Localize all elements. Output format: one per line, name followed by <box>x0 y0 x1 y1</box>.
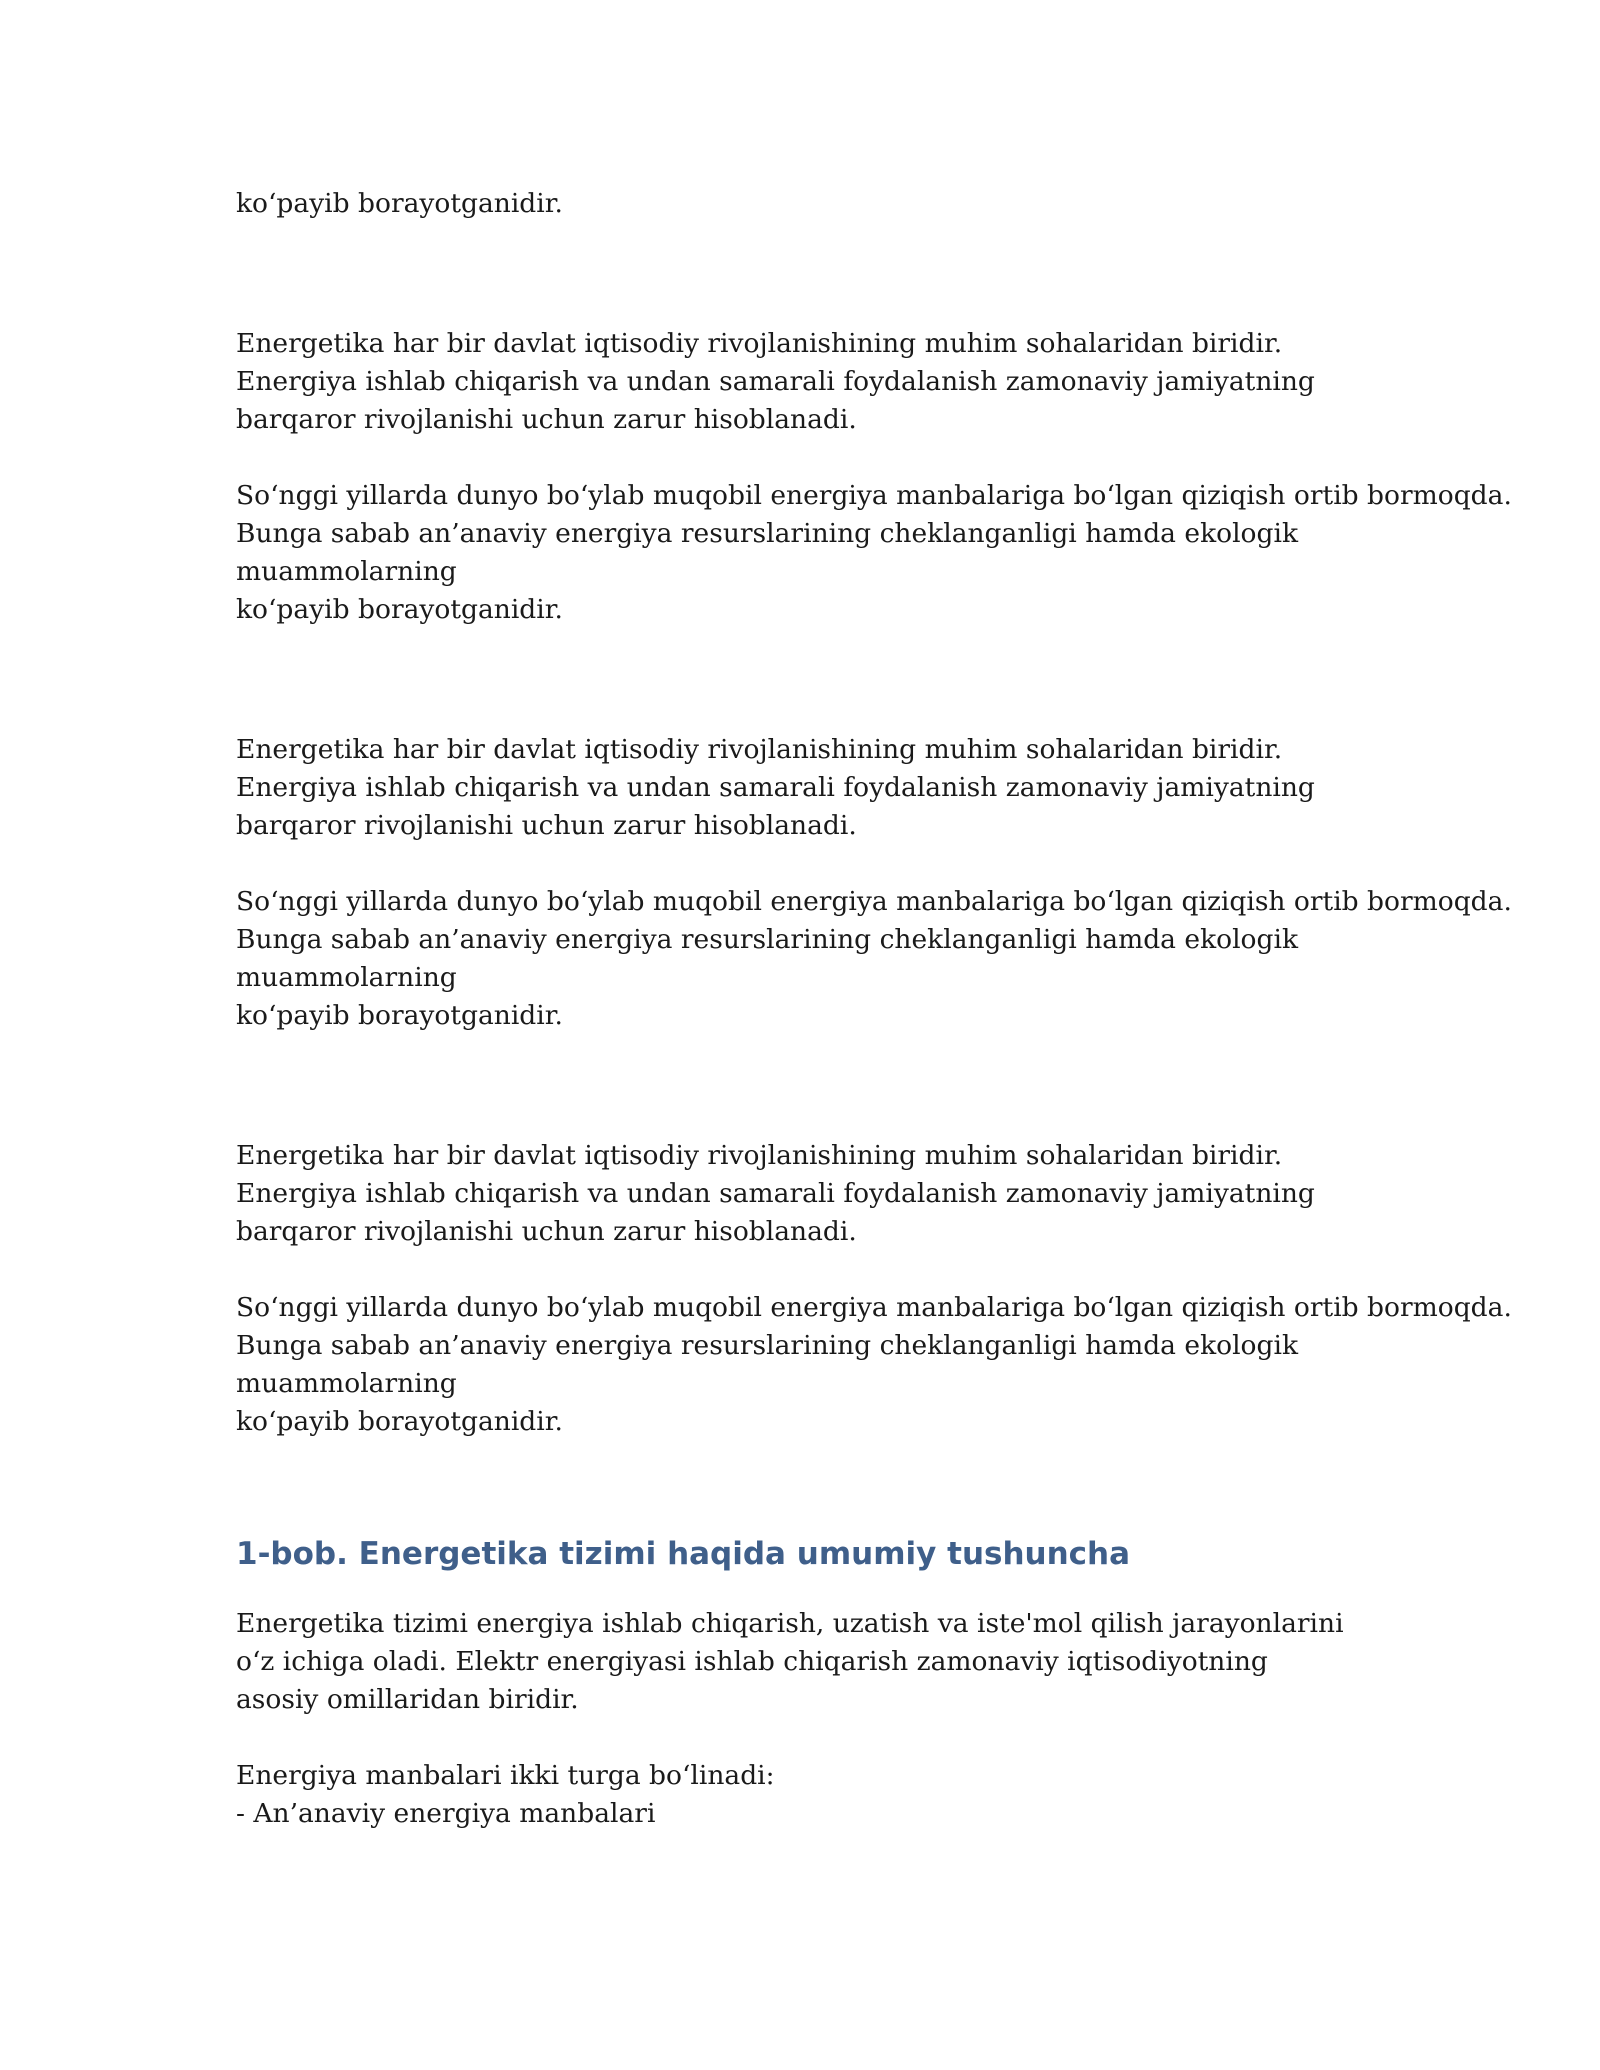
paragraph-line: barqaror rivojlanishi uchun zarur hisoblanadi. <box>236 810 857 841</box>
text-block <box>236 1137 1512 1441</box>
paragraph-line: o‘z ichiga oladi. Elektr energiyasi ishlab chiqarish zamonaviy iqtisodiyotning <box>236 1646 1268 1677</box>
paragraph-line: muammolarning <box>236 556 457 587</box>
paragraph <box>236 477 1512 629</box>
paragraph-line: Bunga sabab an’anaviy energiya resurslarining cheklanganligi hamda ekologik <box>236 924 1299 955</box>
paragraph-spacer <box>236 629 1416 731</box>
paragraph-line: So‘nggi yillarda dunyo bo‘ylab muqobil energiya manbalariga bo‘lgan qiziqish ortib bormoqda. <box>236 1292 1512 1323</box>
paragraph-line: Energetika har bir davlat iqtisodiy rivojlanishining muhim sohalaridan biridir. <box>236 328 1283 359</box>
paragraph-line: Bunga sabab an’anaviy energiya resurslarining cheklanganligi hamda ekologik <box>236 518 1299 549</box>
paragraph-line: Energetika har bir davlat iqtisodiy rivojlanishining muhim sohalaridan biridir. <box>236 1140 1283 1171</box>
paragraph-line: barqaror rivojlanishi uchun zarur hisoblanadi. <box>236 404 857 435</box>
paragraph-line: Energetika tizimi energiya ishlab chiqarish, uzatish va iste'mol qilish jarayonlarini <box>236 1608 1344 1639</box>
list-item: - An’anaviy energiya manbalari <box>236 1798 656 1829</box>
paragraph-spacer <box>236 1251 1416 1289</box>
paragraph-spacer <box>236 1441 1416 1531</box>
paragraph-line: muammolarning <box>236 1368 457 1399</box>
paragraph <box>236 1137 1416 1251</box>
document-body <box>236 185 1512 1833</box>
paragraph-line: Energiya ishlab chiqarish va undan samarali foydalanish zamonaviy jamiyatning <box>236 1178 1315 1209</box>
paragraph-line: ko‘payib borayotganidir. <box>236 594 563 625</box>
paragraph-line: asosiy omillaridan biridir. <box>236 1684 579 1715</box>
text-block <box>236 325 1512 629</box>
paragraph-line: barqaror rivojlanishi uchun zarur hisoblanadi. <box>236 1216 857 1247</box>
paragraph-line: ko‘payib borayotganidir. <box>236 188 563 219</box>
paragraph-line: muammolarning <box>236 962 457 993</box>
paragraph <box>236 1757 1416 1833</box>
paragraph-spacer <box>236 845 1416 883</box>
paragraph <box>236 731 1416 845</box>
paragraph <box>236 883 1512 1035</box>
paragraph-line: So‘nggi yillarda dunyo bo‘ylab muqobil energiya manbalariga bo‘lgan qiziqish ortib bormoqda. <box>236 480 1512 511</box>
chapter-heading: 1-bob. Energetika tizimi haqida umumiy tushuncha <box>236 1536 1131 1572</box>
paragraph-line: Energiya ishlab chiqarish va undan samarali foydalanish zamonaviy jamiyatning <box>236 772 1315 803</box>
paragraph-spacer <box>236 1719 1416 1757</box>
paragraph-line: ko‘payib borayotganidir. <box>236 1000 563 1031</box>
paragraph <box>236 325 1416 439</box>
paragraph-line: So‘nggi yillarda dunyo bo‘ylab muqobil energiya manbalariga bo‘lgan qiziqish ortib bormoqda. <box>236 886 1512 917</box>
paragraph-line: Energiya ishlab chiqarish va undan samarali foydalanish zamonaviy jamiyatning <box>236 366 1315 397</box>
paragraph-line: Bunga sabab an’anaviy energiya resurslarining cheklanganligi hamda ekologik <box>236 1330 1299 1361</box>
paragraph-spacer <box>236 223 1416 325</box>
paragraph-spacer <box>236 439 1416 477</box>
paragraph <box>236 1289 1512 1441</box>
paragraph-line: Energetika har bir davlat iqtisodiy rivojlanishining muhim sohalaridan biridir. <box>236 734 1283 765</box>
paragraph <box>236 1605 1416 1719</box>
paragraph-line: Energiya manbalari ikki turga bo‘linadi: <box>236 1760 775 1791</box>
text-block <box>236 731 1512 1035</box>
paragraph-line: ko‘payib borayotganidir. <box>236 1406 563 1437</box>
paragraph-spacer <box>236 1035 1416 1137</box>
